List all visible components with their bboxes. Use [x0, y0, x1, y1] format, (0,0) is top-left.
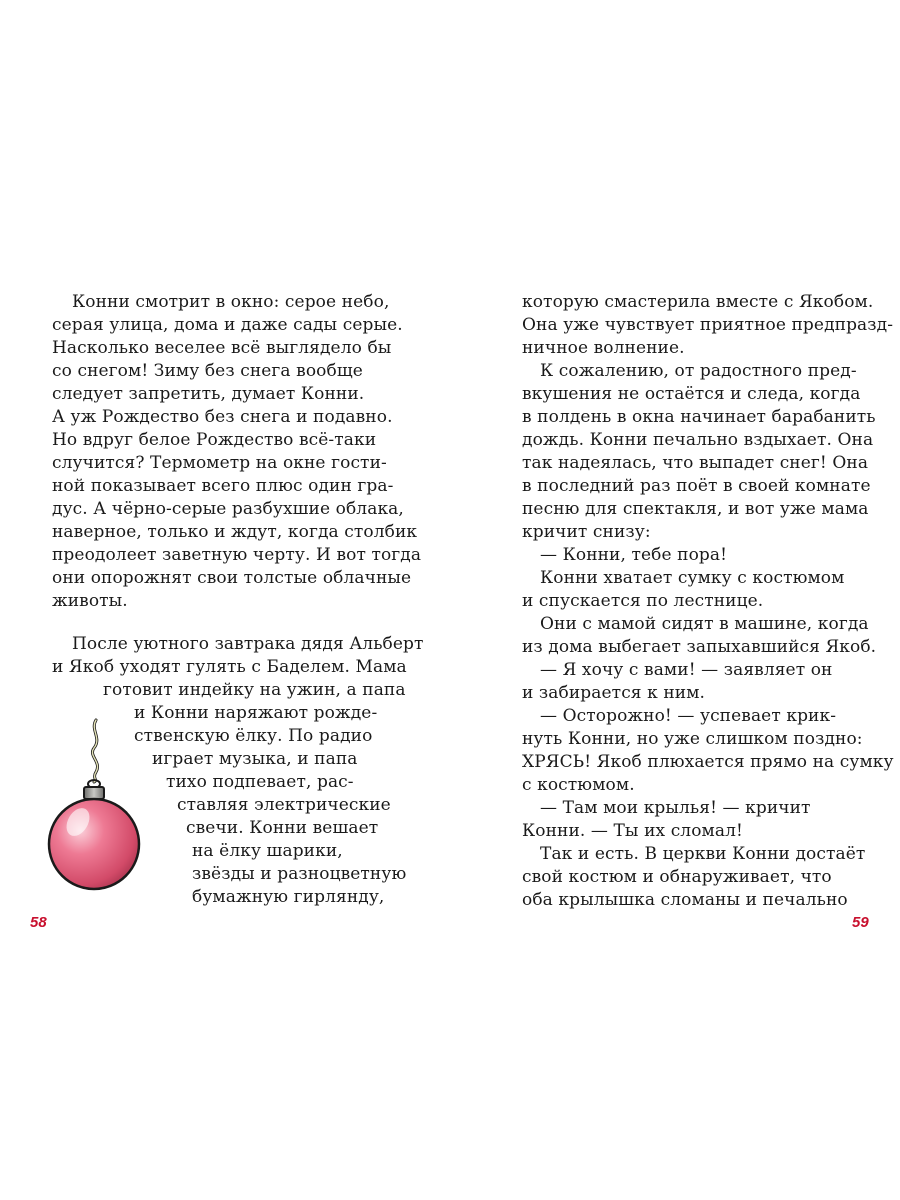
text-line: животы. — [52, 591, 128, 611]
text-line: свой костюм и обнаруживает, что — [522, 867, 832, 887]
text-line: вкушения не остаётся и следа, когда — [522, 384, 861, 404]
text-line: свечи. Конни вешает — [186, 818, 379, 838]
text-line: и спускается по лестнице. — [522, 591, 764, 611]
text-line: наверное, только и ждут, когда столбик — [52, 522, 418, 542]
text-line: Но вдруг белое Рождество всё-таки — [52, 430, 377, 450]
text-line: в последний раз поёт в своей комнате — [522, 476, 871, 496]
text-line: случится? Термометр на окне гости- — [52, 453, 387, 473]
text-line: ничное волнение. — [522, 338, 685, 358]
text-line: тихо подпевает, рас- — [166, 772, 354, 792]
text-line: так надеялась, что выпадет снег! Она — [522, 453, 869, 473]
text-line: которую смастерила вместе с Якобом. — [522, 292, 874, 312]
text-line: ной показывает всего плюс один гра- — [52, 476, 394, 496]
text-line: — Там мои крылья! — кричит — [540, 798, 811, 818]
text-line: преодолеет заветную черту. И вот тогда — [52, 545, 422, 565]
text-line: Конни хватает сумку с костюмом — [540, 568, 845, 588]
text-line: кричит снизу: — [522, 522, 651, 542]
text-line: Конни смотрит в окно: серое небо, — [72, 292, 390, 312]
text-line: с костюмом. — [522, 775, 635, 795]
ornament-cap — [84, 787, 104, 799]
text-line: нуть Конни, но уже слишком поздно: — [522, 729, 863, 749]
text-line: дождь. Конни печально вздыхает. Она — [522, 430, 874, 450]
text-line: Насколько веселее всё выглядело бы — [52, 338, 392, 358]
text-line: — Я хочу с вами! — заявляет он — [540, 660, 833, 680]
text-line: и Конни наряжают рожде- — [134, 703, 378, 723]
text-line: бумажную гирлянду, — [192, 887, 385, 907]
text-line: и Якоб уходят гулять с Баделем. Мама — [52, 657, 407, 677]
text-line: и забирается к ним. — [522, 683, 706, 703]
text-line: ХРЯСЬ! Якоб плюхается прямо на сумку — [522, 752, 894, 772]
text-line: на ёлку шарики, — [192, 841, 343, 861]
page-number: 58 — [30, 914, 47, 931]
text-line: ственскую ёлку. По радио — [134, 726, 373, 746]
text-line: Они с мамой сидят в машине, когда — [540, 614, 869, 634]
text-line: песню для спектакля, и вот уже мама — [522, 499, 869, 519]
text-line: А уж Рождество без снега и подавно. — [52, 407, 393, 427]
page-number: 59 — [852, 914, 869, 931]
text-line: Так и есть. В церкви Конни достаёт — [540, 844, 866, 864]
text-line: Она уже чувствует приятное предпразд- — [522, 315, 894, 335]
text-line: К сожалению, от радостного пред- — [540, 361, 857, 381]
text-line: следует запретить, думает Конни. — [52, 384, 365, 404]
text-line: После уютного завтрака дядя Альберт — [72, 634, 424, 654]
text-line: — Осторожно! — успевает крик- — [540, 706, 837, 726]
text-line: готовит индейку на ужин, а папа — [103, 680, 406, 700]
text-line: Конни. — Ты их сломал! — [522, 821, 743, 841]
text-line: они опорожнят свои толстые облачные — [52, 568, 412, 588]
christmas-ornament-illustration — [44, 716, 144, 916]
text-line: из дома выбегает запыхавшийся Якоб. — [522, 637, 877, 657]
text-line: в полдень в окна начинает барабанить — [522, 407, 876, 427]
text-line: играет музыка, и папа — [152, 749, 358, 769]
text-line: ставляя электрические — [177, 795, 391, 815]
ornament-ball — [49, 799, 139, 889]
text-line: серая улица, дома и даже сады серые. — [52, 315, 403, 335]
text-line: оба крылышка сломаны и печально — [522, 890, 848, 910]
text-line: звёзды и разноцветную — [192, 864, 407, 884]
text-line: со снегом! Зиму без снега вообще — [52, 361, 363, 381]
text-line: — Конни, тебе пора! — [540, 545, 728, 565]
right-page — [450, 0, 900, 1200]
text-line: дус. А чёрно-серые разбухшие облака, — [52, 499, 404, 519]
